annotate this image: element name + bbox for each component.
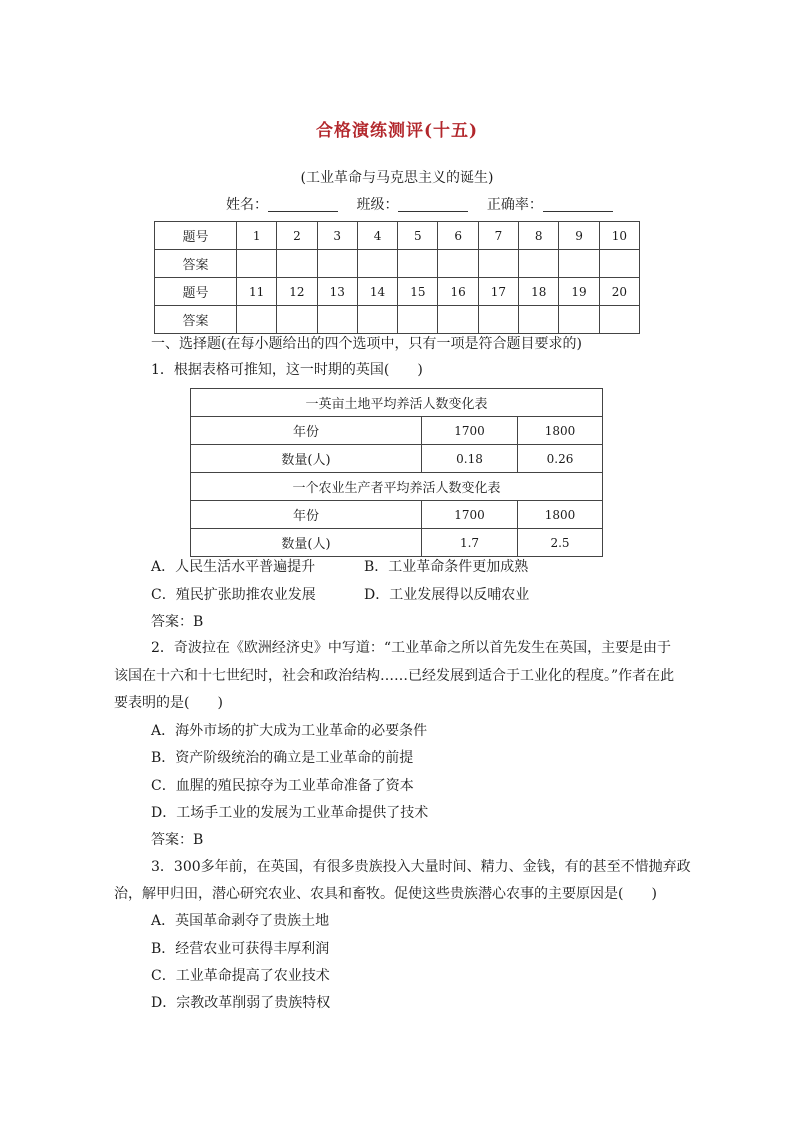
quantity-cell: 1.7 (422, 529, 518, 557)
question-number: 18 (519, 278, 559, 306)
accuracy-blank[interactable] (543, 197, 613, 212)
q3-stem-line-2: 治，解甲归田，潜心研究农业、农具和畜牧。促使这些贵族潜心农事的主要原因是( ) (114, 886, 657, 902)
q3-option-a[interactable]: A．英国革命剥夺了贵族土地 (151, 913, 330, 929)
question-number: 19 (559, 278, 599, 306)
question-number-row (155, 278, 640, 306)
question-number: 17 (478, 278, 518, 306)
class-blank[interactable] (398, 197, 468, 212)
answer-cell[interactable] (277, 306, 317, 334)
q1-answer: 答案：B (151, 614, 204, 630)
q2-option-a[interactable]: A．海外市场的扩大成为工业革命的必要条件 (151, 723, 428, 739)
q1-option-b[interactable]: B．工业革命条件更加成熟 (364, 559, 529, 575)
page-subtitle: (工业革命与马克思主义的诞生) (300, 170, 494, 186)
q2-option-b[interactable]: B．资产阶级统治的确立是工业革命的前提 (151, 750, 414, 766)
quantity-cell: 0.18 (422, 445, 518, 473)
table-caption-land: 一英亩土地平均养活人数变化表 (191, 389, 603, 417)
answer-cell[interactable] (438, 250, 478, 278)
name-label: 姓名： (226, 197, 268, 213)
q2-answer: 答案：B (151, 832, 204, 848)
answer-cell[interactable] (519, 250, 559, 278)
question-number: 15 (398, 278, 438, 306)
question-number: 14 (357, 278, 397, 306)
section-heading: 一、选择题(在每小题给出的四个选项中，只有一项是符合题目要求的) (151, 336, 582, 352)
answer-cell[interactable] (317, 306, 357, 334)
answer-cell[interactable] (398, 306, 438, 334)
name-blank[interactable] (268, 197, 338, 212)
answer-label: 答案 (155, 306, 237, 334)
question-number-label: 题号 (155, 222, 237, 250)
year-cell: 1800 (518, 417, 603, 445)
question-number: 6 (438, 222, 478, 250)
question-number: 11 (237, 278, 277, 306)
student-info-line (226, 194, 627, 214)
quantity-cell: 0.26 (518, 445, 603, 473)
year-cell: 1800 (518, 501, 603, 529)
answer-cell[interactable] (317, 250, 357, 278)
question-number-label: 题号 (155, 278, 237, 306)
q2-stem-line-2: 该国在十六和十七世纪时，社会和政治结构……已经发展到适合于工业化的程度。”作者在此 (114, 668, 675, 684)
answer-cell[interactable] (237, 250, 277, 278)
answer-cell[interactable] (357, 306, 397, 334)
year-cell: 1700 (422, 417, 518, 445)
answer-grid (154, 221, 640, 334)
answer-row (155, 306, 640, 334)
answer-cell[interactable] (599, 306, 639, 334)
question-number: 10 (599, 222, 639, 250)
q1-option-d[interactable]: D．工业发展得以反哺农业 (364, 587, 530, 603)
question-number: 12 (277, 278, 317, 306)
answer-cell[interactable] (559, 306, 599, 334)
question-1-stem: 1．根据表格可推知，这一时期的英国( ) (151, 362, 423, 378)
question-number: 7 (478, 222, 518, 250)
year-label: 年份 (191, 501, 422, 529)
question-number-row (155, 222, 640, 250)
year-label: 年份 (191, 417, 422, 445)
quantity-label: 数量(人) (191, 445, 422, 473)
question-1-data-table (190, 388, 603, 557)
q2-stem-line-1: 2．奇波拉在《欧洲经济史》中写道：“工业革命之所以首先发生在英国，主要是由于 (151, 640, 672, 656)
question-number: 1 (237, 222, 277, 250)
year-cell: 1700 (422, 501, 518, 529)
q1-option-a[interactable]: A．人民生活水平普遍提升 (151, 559, 316, 575)
q2-option-d[interactable]: D．工场手工业的发展为工业革命提供了技术 (151, 805, 429, 821)
answer-cell[interactable] (438, 306, 478, 334)
table-caption-producer: 一个农业生产者平均养活人数变化表 (191, 473, 603, 501)
question-number: 20 (599, 278, 639, 306)
question-number: 9 (559, 222, 599, 250)
question-number: 8 (519, 222, 559, 250)
q3-option-c[interactable]: C．工业革命提高了农业技术 (151, 968, 330, 984)
answer-cell[interactable] (478, 306, 518, 334)
question-number: 13 (317, 278, 357, 306)
answer-cell[interactable] (599, 250, 639, 278)
q3-option-b[interactable]: B．经营农业可获得丰厚利润 (151, 941, 330, 957)
page-title: 合格演练测评(十五) (315, 121, 479, 141)
answer-cell[interactable] (398, 250, 438, 278)
quantity-cell: 2.5 (518, 529, 603, 557)
answer-cell[interactable] (237, 306, 277, 334)
quantity-label: 数量(人) (191, 529, 422, 557)
class-label: 班级： (356, 197, 399, 213)
q2-stem-line-3: 要表明的是( ) (114, 695, 223, 711)
q2-option-c[interactable]: C．血腥的殖民掠夺为工业革命准备了资本 (151, 778, 414, 794)
answer-cell[interactable] (357, 250, 397, 278)
q1-option-c[interactable]: C．殖民扩张助推农业发展 (151, 587, 316, 603)
answer-cell[interactable] (277, 250, 317, 278)
question-number: 3 (317, 222, 357, 250)
answer-cell[interactable] (559, 250, 599, 278)
answer-label: 答案 (155, 250, 237, 278)
question-number: 4 (357, 222, 397, 250)
answer-cell[interactable] (478, 250, 518, 278)
answer-row (155, 250, 640, 278)
q3-stem-line-1: 3．300多年前，在英国，有很多贵族投入大量时间、精力、金钱，有的甚至不惜抛弃政 (151, 859, 691, 875)
question-number: 5 (398, 222, 438, 250)
answer-cell[interactable] (519, 306, 559, 334)
question-number: 16 (438, 278, 478, 306)
accuracy-label: 正确率： (486, 197, 543, 213)
question-number: 2 (277, 222, 317, 250)
q3-option-d[interactable]: D．宗教改革削弱了贵族特权 (151, 995, 331, 1011)
